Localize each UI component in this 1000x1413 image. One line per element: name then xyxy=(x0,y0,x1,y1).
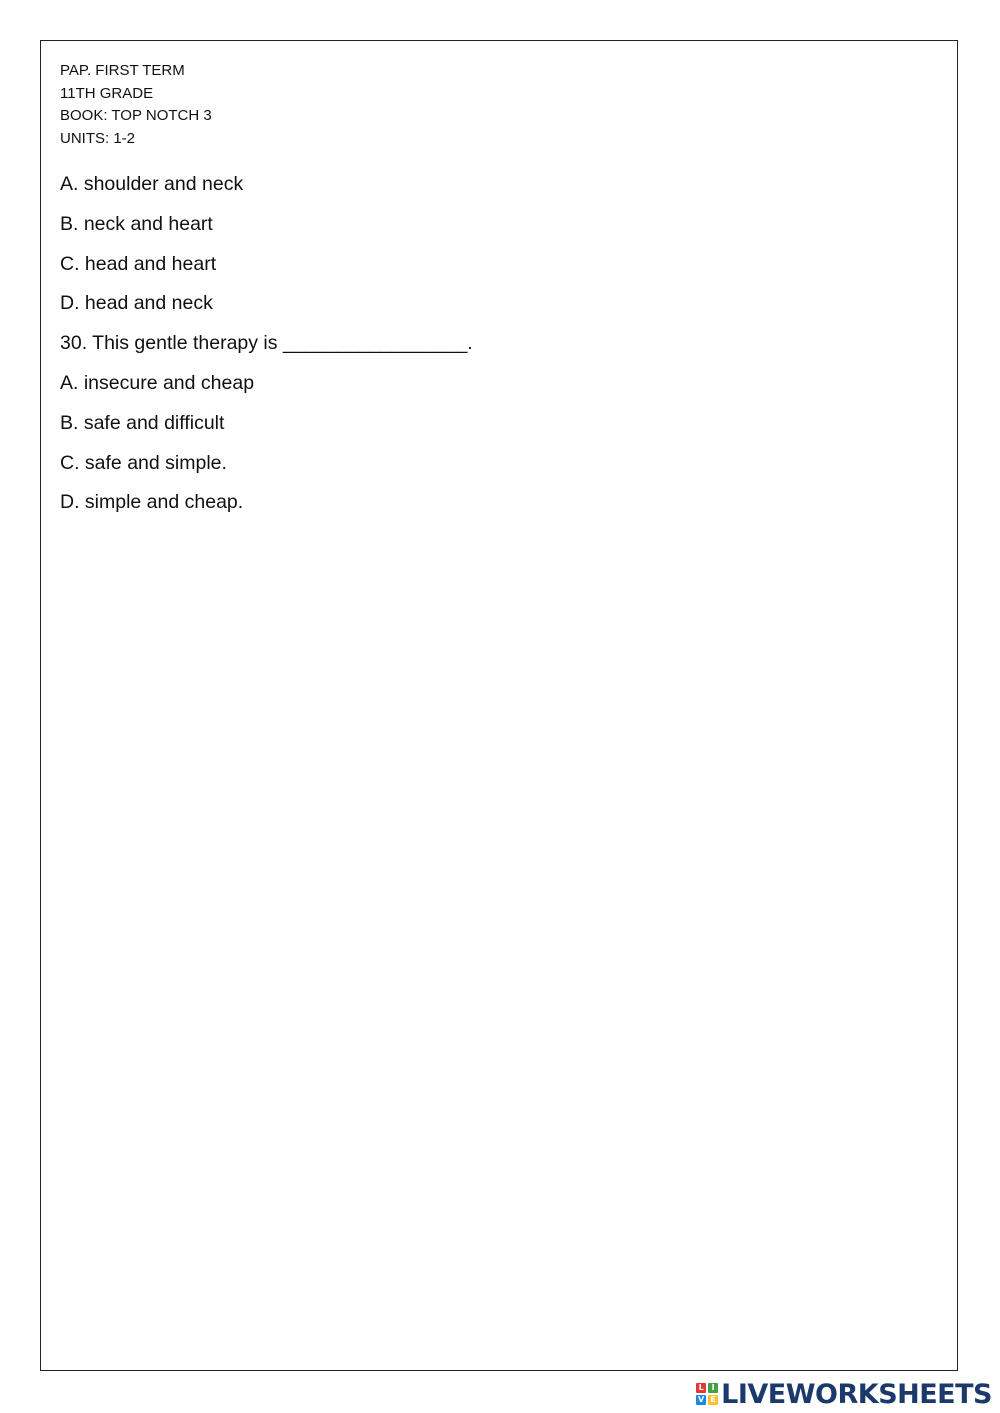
option-b: B. safe and difficult xyxy=(60,411,225,434)
option-c: C. head and heart xyxy=(60,252,217,275)
logo-letter: V xyxy=(698,1395,705,1404)
question-30: 30. This gentle therapy is _________________. xyxy=(60,332,473,355)
option-a: A. insecure and cheap xyxy=(60,371,255,394)
option-d: D. simple and cheap. xyxy=(60,491,244,514)
units-label: UNITS: 1-2 xyxy=(60,130,136,148)
option-d: D. head and neck xyxy=(60,292,213,315)
logo-wordmark: LIVEWORKSHEETS xyxy=(721,1378,992,1410)
option-c: C. safe and simple. xyxy=(60,451,227,474)
worksheet-header xyxy=(60,60,212,151)
option-a: A. shoulder and neck xyxy=(60,173,244,195)
question-content xyxy=(60,171,473,529)
grade-label: 11TH GRADE xyxy=(60,84,154,102)
logo-letter: I xyxy=(708,1383,718,1393)
logo-letter: E xyxy=(708,1395,718,1405)
logo-mark-icon xyxy=(696,1383,718,1405)
option-b: B. neck and heart xyxy=(60,212,213,235)
logo-letter: L xyxy=(696,1383,706,1393)
book-label: BOOK: TOP NOTCH 3 xyxy=(60,107,212,125)
term-label: PAP. FIRST TERM xyxy=(60,62,185,79)
liveworksheets-logo[interactable] xyxy=(696,1378,992,1410)
